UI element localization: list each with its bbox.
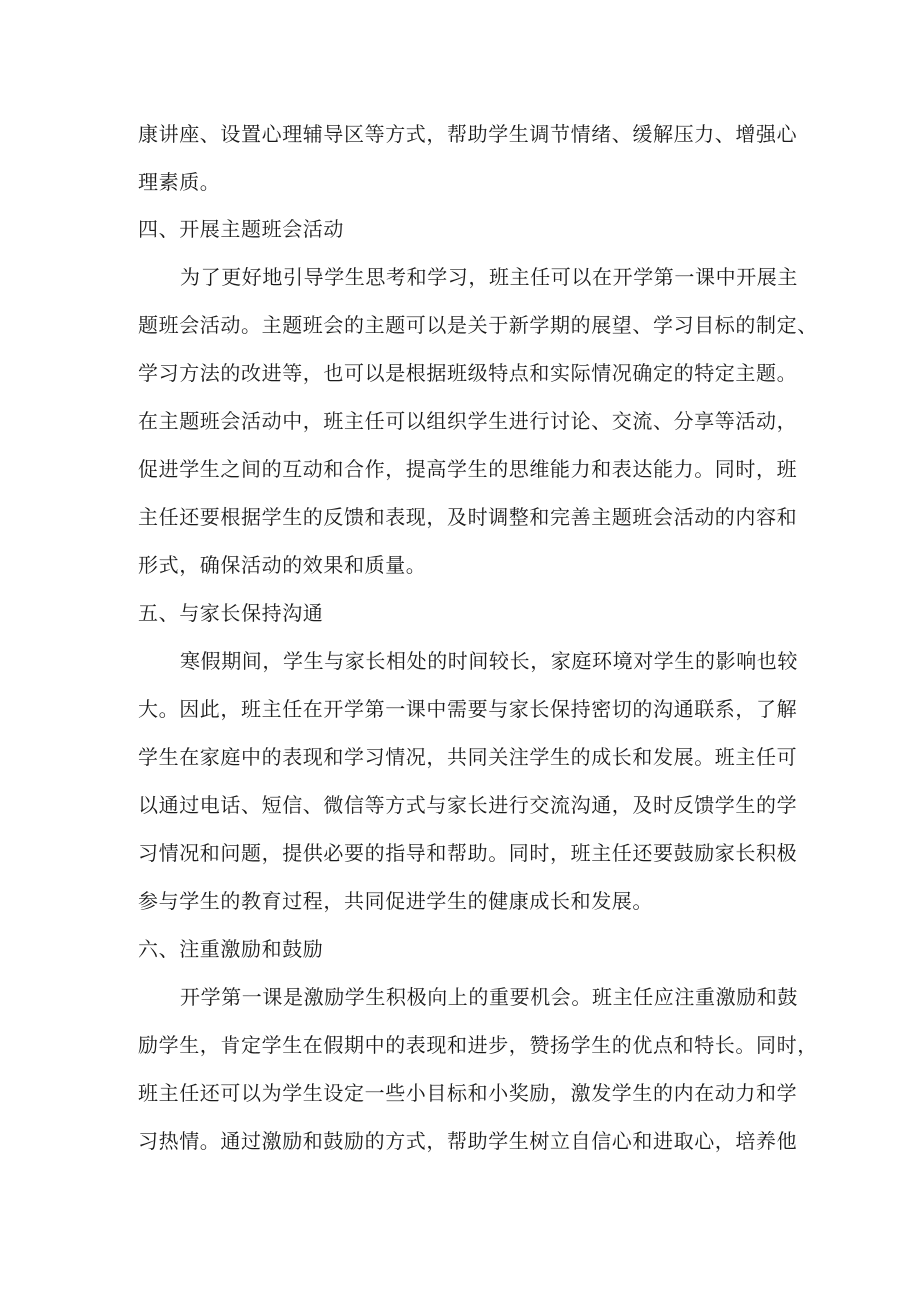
text-line: 班主任还可以为学生设定一些小目标和小奖励，激发学生的内在动力和学 bbox=[138, 1081, 798, 1105]
text-line: 促进学生之间的互动和合作，提高学生的思维能力和表达能力。同时，班 bbox=[138, 457, 798, 481]
text-line: 在主题班会活动中，班主任可以组织学生进行讨论、交流、分享等活动， bbox=[138, 409, 798, 433]
section-heading: 五、与家长保持沟通 bbox=[138, 601, 324, 625]
text-line: 习情况和问题，提供必要的指导和帮助。同时，班主任还要鼓励家长积极 bbox=[138, 841, 798, 865]
text-line: 励学生，肯定学生在假期中的表现和进步，赞扬学生的优点和特长。同时， bbox=[138, 1033, 818, 1057]
text-line: 学生在家庭中的表现和学习情况，共同关注学生的成长和发展。班主任可 bbox=[138, 745, 798, 769]
section-heading: 四、开展主题班会活动 bbox=[138, 217, 344, 241]
paragraph-first-line: 开学第一课是激励学生积极向上的重要机会。班主任应注重激励和鼓 bbox=[180, 985, 798, 1009]
text-line: 康讲座、设置心理辅导区等方式，帮助学生调节情绪、缓解压力、增强心 bbox=[138, 122, 798, 146]
text-line: 题班会活动。主题班会的主题可以是关于新学期的展望、学习目标的制定、 bbox=[138, 313, 818, 337]
text-line: 以通过电话、短信、微信等方式与家长进行交流沟通，及时反馈学生的学 bbox=[138, 793, 798, 817]
text-line: 主任还要根据学生的反馈和表现，及时调整和完善主题班会活动的内容和 bbox=[138, 505, 798, 529]
text-line: 大。因此，班主任在开学第一课中需要与家长保持密切的沟通联系，了解 bbox=[138, 697, 798, 721]
text-line: 理素质。 bbox=[138, 170, 221, 194]
text-line: 习热情。通过激励和鼓励的方式，帮助学生树立自信心和进取心，培养他 bbox=[138, 1129, 798, 1153]
paragraph-first-line: 为了更好地引导学生思考和学习，班主任可以在开学第一课中开展主 bbox=[180, 265, 798, 289]
text-line: 形式，确保活动的效果和质量。 bbox=[138, 553, 427, 577]
paragraph-first-line: 寒假期间，学生与家长相处的时间较长，家庭环境对学生的影响也较 bbox=[180, 649, 798, 673]
section-heading: 六、注重激励和鼓励 bbox=[138, 937, 324, 961]
text-line: 参与学生的教育过程，共同促进学生的健康成长和发展。 bbox=[138, 889, 653, 913]
text-line: 学习方法的改进等，也可以是根据班级特点和实际情况确定的特定主题。 bbox=[138, 361, 798, 385]
